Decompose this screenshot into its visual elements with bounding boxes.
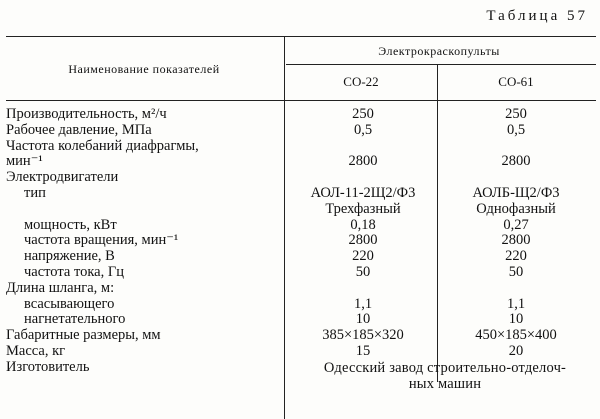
- row-label: Длина шланга, м:: [6, 279, 115, 296]
- manufacturer-line-2: ных машин: [408, 375, 482, 392]
- table-row: [0, 218, 600, 234]
- table-row: [0, 249, 600, 265]
- row-label: Рабочее давление, МПа: [6, 121, 152, 138]
- row-label: Масса, кг: [6, 342, 66, 359]
- value-co22: АОЛ-11-2Щ2/Ф3: [310, 184, 416, 201]
- value-co61: 220: [505, 248, 527, 265]
- header-col-co61: СО-61: [498, 74, 534, 89]
- value-co22: 220: [352, 248, 374, 265]
- top-rule: [6, 36, 596, 37]
- row-label: мощность, кВт: [24, 216, 117, 233]
- table-row: [0, 233, 600, 249]
- header-group: Электрокраскопульты: [378, 43, 500, 58]
- row-label: частота тока, Гц: [24, 263, 124, 280]
- table-row: [0, 297, 600, 313]
- value-co22: 1,1: [353, 295, 373, 312]
- row-label: [6, 139, 199, 171]
- value-co61: 50: [508, 263, 524, 280]
- value-co22: 15: [355, 342, 371, 359]
- table-row: [0, 360, 600, 392]
- row-label: нагнетательного: [24, 311, 126, 328]
- value-co22: 250: [352, 106, 374, 122]
- table-row: [0, 312, 600, 328]
- row-label-line-1: Частота колебаний диафрагмы,: [6, 137, 199, 154]
- value-co22: 2800: [348, 232, 378, 249]
- manufacturer-value: [300, 360, 590, 392]
- table-body: [0, 107, 600, 391]
- row-label: Габаритные размеры, мм: [6, 327, 161, 344]
- manufacturer-line-1: Одесский завод строительно-отделоч-: [323, 359, 567, 376]
- table-title: Таблица 57: [486, 8, 588, 24]
- row-label-line-2: мин⁻¹: [6, 153, 43, 170]
- value-co22: 0,18: [350, 216, 376, 233]
- value-co22: 0,5: [353, 121, 373, 138]
- table-row: [0, 344, 600, 360]
- value-co22: 385×185×320: [322, 327, 404, 344]
- table-row: [0, 328, 600, 344]
- row-label: всасывающего: [24, 295, 115, 312]
- value-co61-phase: Однофазный: [476, 200, 556, 217]
- value-co61: АОЛБ-Щ2/Ф3: [472, 184, 560, 201]
- value-co61: 250: [505, 106, 527, 122]
- value-co61: 0,27: [503, 216, 529, 233]
- row-label: Электродвигатели: [6, 169, 119, 186]
- table-row: [0, 107, 600, 123]
- value-co61: 2800: [501, 153, 531, 170]
- row-label: частота вращения, мин⁻¹: [24, 232, 179, 249]
- row-label: тип: [24, 184, 46, 201]
- value-co61: 10: [508, 311, 524, 328]
- value-co22-phase: Трехфазный: [325, 200, 401, 217]
- table-row-group-heading: [0, 281, 600, 297]
- table-row: [0, 265, 600, 281]
- header-col-co22: СО-22: [343, 74, 379, 89]
- row-label: Изготовитель: [6, 358, 90, 375]
- value-co61: 0,5: [506, 121, 526, 138]
- table-row-group-heading: [0, 170, 600, 186]
- header-bottom-rule: [6, 100, 596, 101]
- value-co61: 2800: [501, 232, 531, 249]
- row-label: Производительность, м²/ч: [6, 106, 167, 122]
- table-row: [0, 186, 600, 218]
- value-co61: 20: [508, 342, 524, 359]
- table-row: [0, 139, 600, 171]
- value-co61: 1,1: [506, 295, 526, 312]
- header-name-column: Наименование показателей: [68, 61, 220, 76]
- row-label: напряжение, В: [24, 248, 115, 265]
- value-co61: 450×185×400: [475, 327, 557, 344]
- table-row: [0, 123, 600, 139]
- group-rule: [286, 64, 596, 65]
- value-co22: 2800: [348, 153, 378, 170]
- value-co22: 50: [355, 263, 371, 280]
- value-co22: 10: [355, 311, 371, 328]
